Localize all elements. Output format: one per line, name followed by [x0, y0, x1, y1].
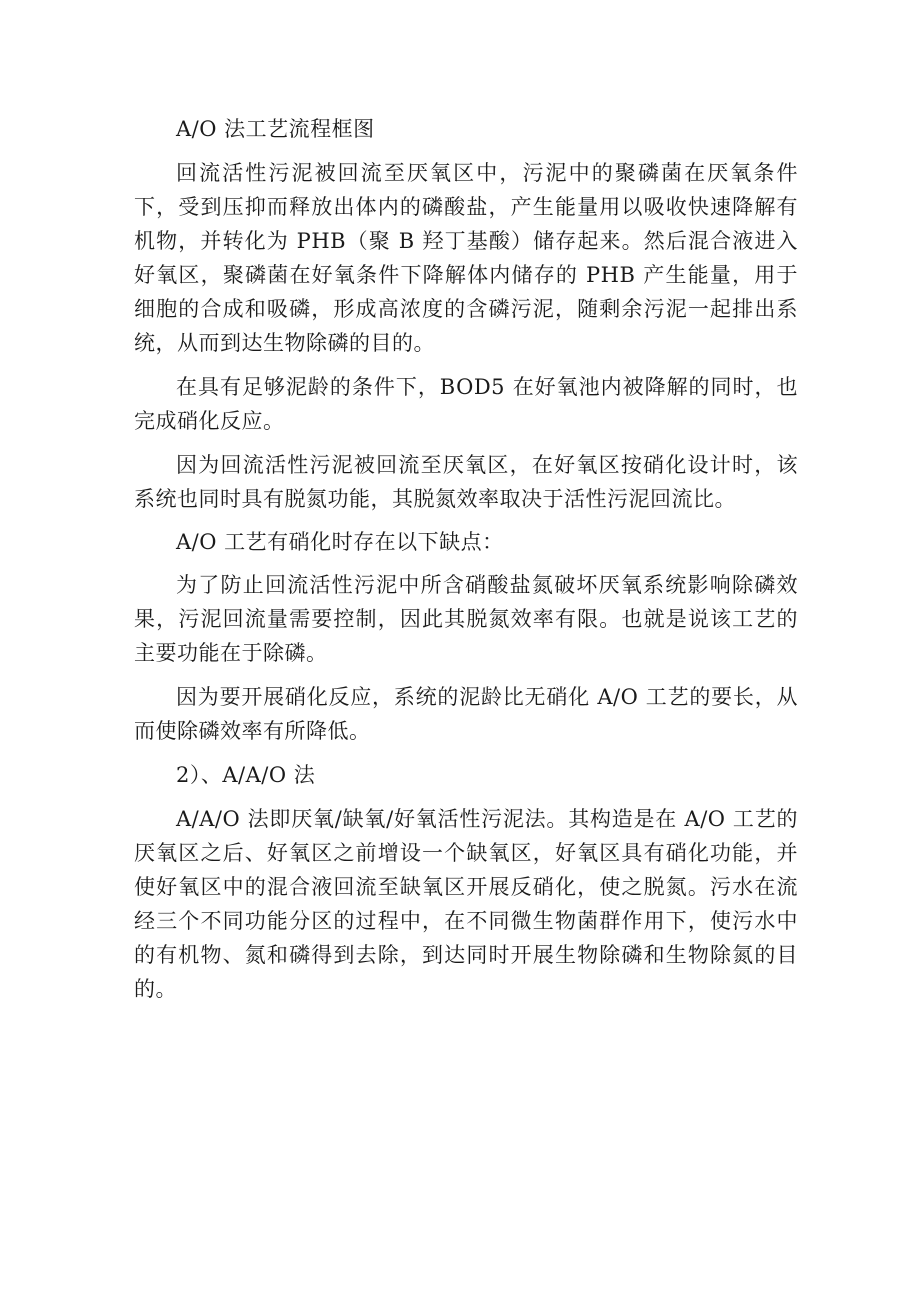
paragraph-denitrification: 因为回流活性污泥被回流至厌氧区，在好氧区按硝化设计时，该系统也同时具有脱氮功能，其脱氮效率取决于活性污泥回流比。 — [134, 453, 798, 511]
paragraph-nitrification: 在具有足够泥龄的条件下，BOD5 在好氧池内被降解的同时，也完成硝化反应。 — [134, 375, 798, 433]
section-heading-aao: 2）、A/A/O 法 — [176, 763, 316, 787]
paragraph-aao-description: A/A/O 法即厌氧/缺氧/好氧活性污泥法。其构造是在 A/O 工艺的厌氧区之后、好氧区之前增设一个缺氧区，好氧区具有硝化功能，并使好氧区中的混合液回流至缺氧区开展反硝化，使之脱氮。污水在流经三个不同功能分区的过程中，在不同微生物菌群作用下，使污水中的有机物、氮和磷得到去除，到达同时开展生物除磷和生物除氮的目的。 — [134, 807, 798, 1001]
figure-caption: A/O 法工艺流程框图 — [176, 117, 375, 141]
document-body — [134, 112, 798, 1006]
paragraph-phosphorus-removal: 回流活性污泥被回流至厌氧区中，污泥中的聚磷菌在厌氧条件下，受到压抑而释放出体内的磷酸盐，产生能量用以吸收快速降解有机物，并转化为 PHB（聚 B 羟丁基酸）储存起来。然后混合液进入好氧区，聚磷菌在好氧条件下降解体内储存的 PHB 产生能量，用于细胞的合成和吸磷，形成高浓度的含磷污泥，随剩余污泥一起排出系统，从而到达生物除磷的目的。 — [134, 161, 798, 355]
paragraph-drawback-2: 因为要开展硝化反应，系统的泥龄比无硝化 A/O 工艺的要长，从而使除磷效率有所降低。 — [134, 685, 798, 743]
paragraph-drawbacks-heading: A/O 工艺有硝化时存在以下缺点： — [176, 530, 504, 554]
paragraph-drawback-1: 为了防止回流活性污泥中所含硝酸盐氮破坏厌氧系统影响除磷效果，污泥回流量需要控制，因此其脱氮效率有限。也就是说该工艺的主要功能在于除磷。 — [134, 573, 798, 665]
